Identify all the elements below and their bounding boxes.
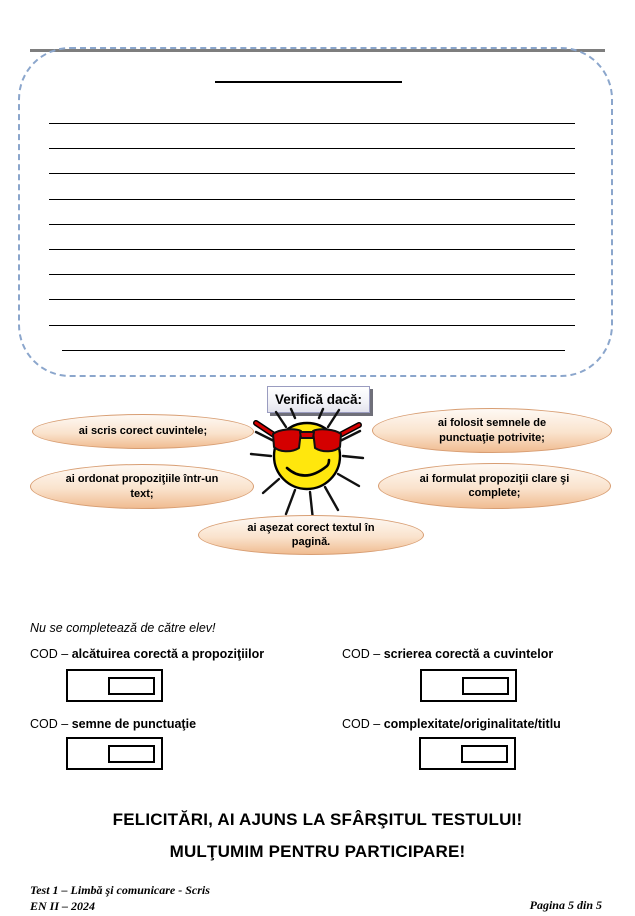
- footer-page-number: Pagina 5 din 5: [529, 898, 602, 912]
- checklist-text: ai formulat propoziţii clare şi complete;: [419, 472, 570, 499]
- score-box-complexity: [419, 737, 516, 770]
- score-box-word-spelling: [420, 669, 517, 702]
- checklist-text: ai folosit semnele de punctuaţie potrivite;: [437, 417, 547, 444]
- writing-line: [49, 123, 575, 124]
- checklist-bubble-punctuation-marks: [372, 408, 612, 453]
- writing-line: [62, 350, 565, 351]
- checklist-text: ai scris corect cuvintele;: [78, 425, 208, 438]
- checklist-bubble-page-layout: [198, 515, 424, 555]
- footer-test-info: [30, 883, 210, 914]
- cod-label-sentence-construction: [30, 647, 264, 661]
- title-blank-line: [215, 81, 402, 83]
- score-box-sentence-construction: [66, 669, 163, 702]
- cod-prefix: COD –: [342, 647, 384, 661]
- footer-edition: EN II – 2024: [30, 898, 96, 913]
- verify-heading-label: Verifică dacă:: [274, 392, 363, 407]
- cod-prefix: COD –: [342, 717, 384, 731]
- cod-label-complexity: [342, 717, 561, 731]
- cod-prefix: COD –: [30, 717, 72, 731]
- writing-area-border: [18, 47, 613, 377]
- writing-line: [49, 249, 575, 250]
- score-box-inner: [462, 677, 509, 695]
- not-for-student-note: Nu se completează de către elev!: [30, 621, 216, 635]
- congratulations-line-2: MULŢUMIM PENTRU PARTICIPARE!: [169, 842, 466, 861]
- writing-line: [49, 274, 575, 275]
- writing-line: [49, 199, 575, 200]
- score-box-inner: [108, 745, 155, 763]
- cod-description: complexitate/originalitate/titlu: [383, 717, 561, 731]
- checklist-bubble-sentence-order: [30, 464, 254, 509]
- cod-description: semne de punctuaţie: [71, 717, 197, 731]
- checklist-text: ai aşezat corect textul în pagină.: [247, 521, 375, 548]
- writing-line: [49, 148, 575, 149]
- writing-line: [49, 299, 575, 300]
- writing-line: [49, 224, 575, 225]
- congratulations-line-1: FELICITĂRI, AI AJUNS LA SFÂRŞITUL TESTULUI!: [112, 810, 523, 829]
- cod-description: alcătuirea corectă a propoziţiilor: [71, 647, 265, 661]
- cod-label-word-spelling: [342, 647, 553, 661]
- writing-line: [49, 173, 575, 174]
- score-box-punctuation: [66, 737, 163, 770]
- score-box-inner: [108, 677, 155, 695]
- sun-with-sunglasses-icon: [243, 404, 375, 530]
- cod-description: scrierea corectă a cuvintelor: [383, 647, 554, 661]
- footer-test-label: Test 1 – Limbă şi comunicare - Scris: [30, 883, 210, 897]
- checklist-bubble-clear-sentences: [378, 463, 611, 509]
- cod-prefix: COD –: [30, 647, 72, 661]
- writing-line: [49, 325, 575, 326]
- score-box-inner: [461, 745, 508, 763]
- checklist-bubble-words-spelled: [32, 414, 254, 449]
- checklist-text: ai ordonat propoziţiile într-un text;: [65, 473, 219, 500]
- cod-label-punctuation: [30, 717, 196, 731]
